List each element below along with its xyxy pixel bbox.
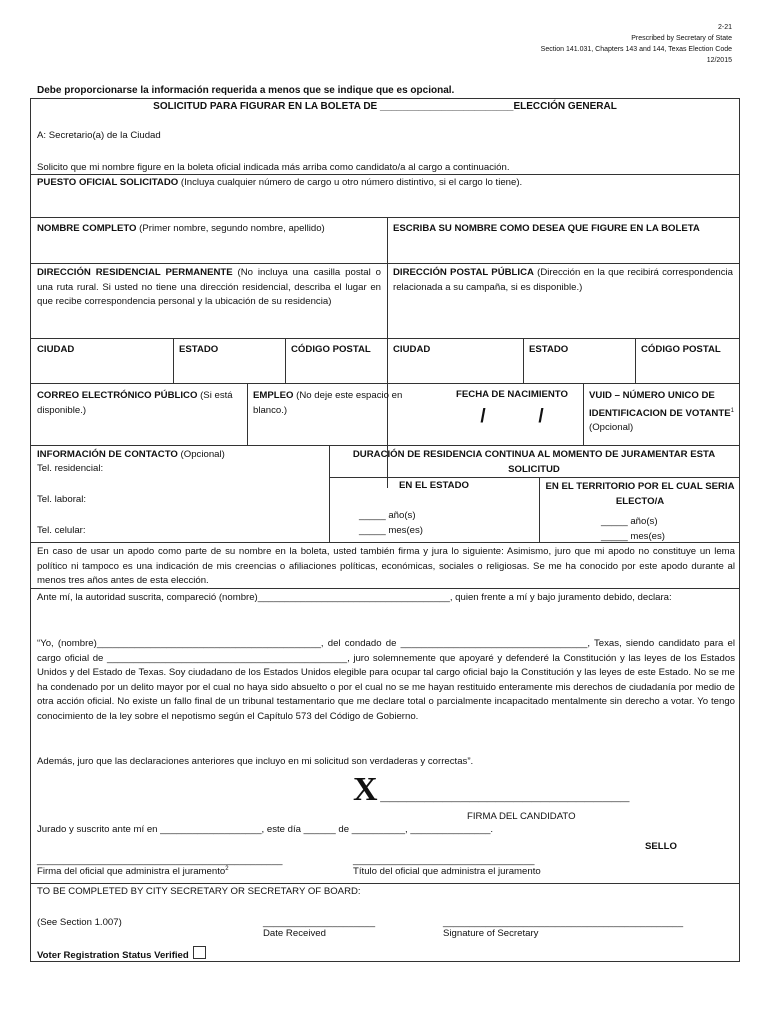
- state-years-field[interactable]: _____ año(s): [359, 510, 416, 521]
- zip-label: CÓDIGO POSTAL: [641, 344, 721, 355]
- signature-x-mark: X: [353, 771, 378, 808]
- in-state-duration: [359, 509, 423, 538]
- ballot-name-field[interactable]: [393, 223, 700, 234]
- email-field[interactable]: [37, 389, 243, 418]
- residence-note: (No incluya una casilla postal o una ruta rural. Si usted no tiene una dirección residencial, describa el lugar en que recibe correspondencia personal y la ubicación de su residencia): [37, 267, 381, 307]
- seal-label: SELLO: [645, 841, 677, 852]
- vuid-field[interactable]: [589, 389, 735, 436]
- full-name-note: (Primer nombre, segundo nombre, apellido): [136, 223, 325, 234]
- date-received-line: _____________________: [263, 917, 376, 928]
- full-name-label: NOMBRE COMPLETO: [37, 223, 137, 234]
- divider: [387, 217, 388, 263]
- divider: [31, 338, 739, 339]
- birth-date-label: FECHA DE NACIMIENTO: [456, 389, 568, 400]
- office-use-header: TO BE COMPLETED BY CITY SECRETARY OR SECRETARY OF BOARD:: [37, 886, 361, 897]
- residence-zip-field[interactable]: [291, 344, 371, 355]
- divider: [247, 383, 248, 445]
- secretary-signature-field[interactable]: [443, 917, 683, 939]
- residence-state-field[interactable]: [179, 344, 218, 355]
- email-note: (Si está disponible.): [37, 390, 233, 416]
- divider: [31, 588, 739, 589]
- vuid-label: VUID – NÚMERO UNICO DE IDENTIFICACION DE VOTANTE: [589, 390, 731, 419]
- official-title-label: Título del oficial que administra el juramento: [353, 866, 541, 877]
- prescribed-by: Prescribed by Secretary of State: [631, 35, 732, 42]
- residence-label: DIRECCIÓN RESIDENCIAL PERMANENTE: [37, 267, 233, 278]
- sworn-statement[interactable]: Jurado y suscrito ante mí en ___________________, este día ______ de __________, _______________.: [37, 824, 494, 835]
- employment-label: EMPLEO: [253, 390, 294, 401]
- territory-months-field[interactable]: _____ mes(es): [601, 530, 665, 542]
- mailing-note: (Dirección en la que recibirá correspondencia relacionada a su campaña, si es disponible.): [393, 267, 733, 293]
- home-phone-field[interactable]: Tel. residencial:: [37, 463, 104, 474]
- office-sought-field[interactable]: [37, 177, 522, 188]
- secretary-signature-line: _____________________________________________: [443, 917, 684, 928]
- email-label: CORREO ELECTRÓNICO PÚBLICO: [37, 390, 198, 401]
- divider: [173, 338, 174, 383]
- voter-status-label: Voter Registration Status Verified: [37, 950, 189, 961]
- mailing-label: DIRECCIÓN POSTAL PÚBLICA: [393, 267, 534, 278]
- vuid-footnote: 1: [730, 407, 734, 414]
- signature-label: FIRMA DEL CANDIDATO: [467, 811, 576, 822]
- declaration-text: Además, juro que las declaraciones anteriores que incluyo en mi solicitud son verdaderas y correctas”.: [37, 756, 474, 767]
- residence-city-field[interactable]: [37, 344, 74, 355]
- form-date: 12/2015: [706, 57, 732, 64]
- office-label: PUESTO OFICIAL SOLICITADO: [37, 177, 179, 188]
- mailing-zip-field[interactable]: [641, 344, 721, 355]
- mailing-address-field[interactable]: [393, 266, 733, 295]
- employment-field[interactable]: [253, 389, 425, 418]
- in-state-label: EN EL ESTADO: [398, 480, 469, 491]
- vuid-note: (Opcional): [589, 422, 634, 434]
- zip-label: CÓDIGO POSTAL: [291, 344, 371, 355]
- nickname-statement: En caso de usar un apodo como parte de su nombre en la boleta, usted también firma y jura lo siguiente: Asimismo, juro que mi apodo no constituye un lema político ni tampoco es una indicación de mis creencias o afiliaciones políticas, económicas, sociales o religiosas. Se me ha conocido por este apodo durante al menos tres años antes de esta elección.: [37, 546, 735, 586]
- territory-duration: [601, 515, 665, 544]
- divider: [583, 383, 584, 445]
- divider: [539, 477, 540, 542]
- city-label: CIUDAD: [393, 344, 431, 355]
- divider: [31, 883, 739, 884]
- cell-phone-field[interactable]: Tel. celular:: [37, 525, 86, 536]
- official-signature-line: ______________________________________________: [37, 855, 283, 866]
- contact-info-label: INFORMACIÓN DE CONTACTO (Opcional): [37, 449, 225, 460]
- divider: [31, 263, 739, 264]
- date-received-label: Date Received: [263, 928, 326, 939]
- residency-title: DURACIÓN DE RESIDENCIA CONTINUA AL MOMENTO DE JURAMENTAR ESTA SOLICITUD: [352, 449, 716, 475]
- request-text: Solicito que mi nombre figure en la boleta oficial indicada más arriba como candidato/a al cargo a continuación.: [37, 162, 510, 173]
- divider: [285, 338, 286, 383]
- territory-years-field[interactable]: _____ año(s): [601, 516, 658, 527]
- residence-address-field[interactable]: [37, 266, 381, 310]
- mailing-state-field[interactable]: [529, 344, 568, 355]
- form-title: SOLICITUD PARA FIGURAR EN LA BOLETA DE ________________________ELECCIÓN GENERAL: [153, 101, 617, 112]
- official-signature-field[interactable]: [37, 855, 282, 877]
- divider: [31, 174, 739, 175]
- office-note: (Incluya cualquier número de cargo u otro número distintivo, si el cargo lo tiene).: [178, 177, 523, 188]
- divider: [523, 338, 524, 383]
- state-months-field[interactable]: _____ mes(es): [359, 524, 423, 536]
- date-received-field[interactable]: [263, 917, 375, 939]
- divider: [31, 383, 739, 384]
- ballot-name-label: ESCRIBA SU NOMBRE COMO DESEA QUE FIGURE EN LA BOLETA: [393, 223, 700, 234]
- section-reference: Section 141.031, Chapters 143 and 144, Texas Election Code: [540, 46, 732, 53]
- intro-note: Debe proporcionarse la información requerida a menos que se indique que es opcional.: [37, 85, 455, 96]
- form-header: [541, 22, 732, 66]
- territory-label: EN EL TERRITORIO POR EL CUAL SERIA ELECTO/A: [545, 481, 735, 507]
- divider: [635, 338, 636, 383]
- state-label: ESTADO: [179, 344, 219, 355]
- birth-date-field[interactable]: [443, 389, 581, 428]
- addressee: A: Secretario(a) de la Ciudad: [37, 130, 161, 141]
- state-label: ESTADO: [529, 344, 569, 355]
- birth-date-separators: / /: [480, 406, 544, 427]
- voter-status-checkbox[interactable]: [193, 946, 206, 959]
- divider: [31, 217, 739, 218]
- work-phone-field[interactable]: Tel. laboral:: [37, 494, 87, 505]
- application-form: [30, 98, 740, 962]
- mailing-city-field[interactable]: [393, 344, 430, 355]
- official-signature-label: Firma del oficial que administra el juramento: [37, 866, 226, 878]
- full-name-field[interactable]: [37, 223, 325, 234]
- secretary-signature-label: Signature of Secretary: [443, 928, 539, 939]
- official-title-field[interactable]: [353, 855, 541, 877]
- city-label: CIUDAD: [37, 344, 75, 355]
- signature-line: ____________________________: [380, 787, 630, 804]
- oath-text: “Yo, (nombre)__________________________________________, del condado de ___________________________________, Texas, siendo candidato para el cargo oficial de _____________________________________________, juro solemnemente que apoyaré y defenderé la Constitución y las leyes de los Estados Unidos y del Estado de Texas. Soy ciudadano de los Estados Unidos elegible para ocupar tal cargo oficial bajo la Constitución y las leyes de este Estado. No se me ha condenado por un delito mayor por el cual no haya sido absuelto o por el cual no se me hayan restituido enteramente mis derechos de ciudadanía por medio de otra acción oficial. No existe un fallo final de un tribunal testamentario que me declare total o parcialmente incapacitado mentalmente sin derecho a votar. Yo tengo conocimiento de la ley sobre el nepotismo según el Capítulo 573 del Código de Gobierno.: [37, 638, 735, 722]
- divider: [31, 542, 739, 543]
- voter-status-row: [37, 946, 206, 961]
- candidate-signature-field[interactable]: [353, 771, 629, 809]
- official-title-line: __________________________________: [353, 855, 535, 866]
- before-me-statement: Ante mí, la autoridad suscrita, compareció (nombre)____________________________________, quien frente a mí y bajo juramento debido, declara:: [37, 592, 672, 603]
- employment-note: (No deje este espacio en blanco.): [253, 390, 403, 416]
- section-reference-note: (See Section 1.007): [37, 917, 122, 928]
- divider: [31, 445, 739, 446]
- official-footnote: 2: [225, 866, 229, 872]
- divider: [329, 477, 739, 478]
- form-number: 2-21: [717, 24, 732, 31]
